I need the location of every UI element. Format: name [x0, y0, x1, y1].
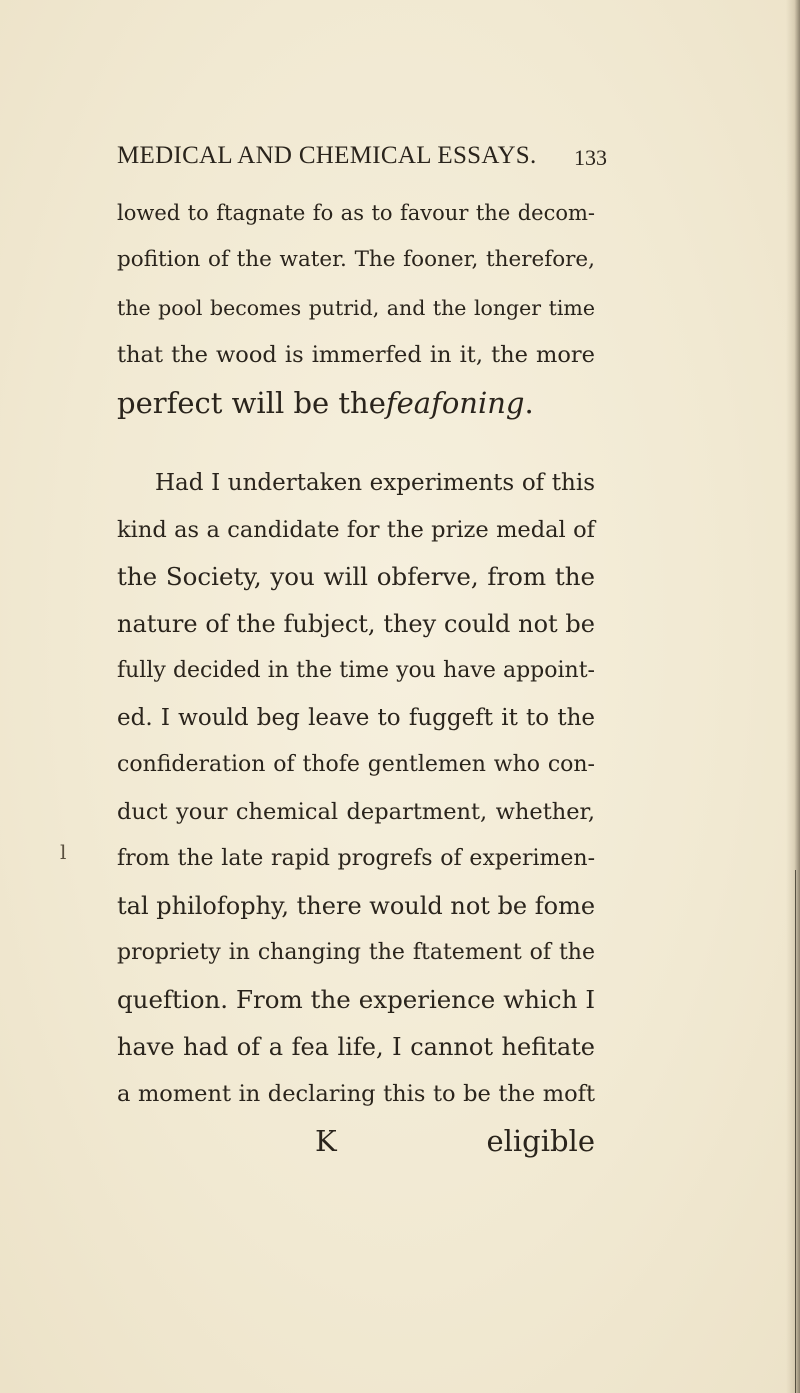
text-line: ed. I would beg leave to fuggeft it to the [117, 705, 595, 731]
text-line: Had I undertaken experiments of this [155, 470, 595, 496]
text-line: confideration of thofe gentlemen who con- [117, 752, 595, 777]
page-footer [117, 1121, 595, 1161]
text-line: from the late rapid progrefs of experimen- [117, 846, 595, 871]
signature-mark: K [315, 1124, 337, 1158]
text-line: nature of the fubject, they could not be [117, 610, 595, 638]
text-line: pofition of the water. The fooner, therefore, [117, 247, 595, 272]
margin-mark: l [60, 840, 67, 864]
italic-word: feafoning [385, 386, 525, 420]
catchword: eligible [486, 1124, 595, 1158]
text-line: duct your chemical department, whether, [117, 799, 595, 825]
text-line: that the wood is immerfed in it, the more [117, 342, 595, 368]
text-line: lowed to ftagnate fo as to favour the decom- [117, 201, 595, 225]
text-line: the pool becomes putrid, and the longer time [117, 296, 595, 320]
text-line-last [117, 383, 595, 423]
page-edge-shadow [786, 0, 800, 1393]
text-line: kind as a candidate for the prize medal of [117, 517, 595, 543]
text-line: a moment in declaring this to be the moft [117, 1081, 595, 1107]
running-head: MEDICAL AND CHEMICAL ESSAYS. [117, 142, 537, 169]
page-header [117, 142, 607, 178]
text-span: . [524, 386, 534, 420]
text-span: perfect will be the [117, 386, 386, 420]
text-line: propriety in changing the ftatement of the [117, 940, 595, 965]
page-number: 133 [574, 145, 607, 170]
text-line: the Society, you will obferve, from the [117, 562, 595, 591]
text-line: have had of a fea life, I cannot hefitate [117, 1033, 595, 1061]
text-line: queftion. From the experience which I [117, 985, 595, 1014]
text-line: fully decided in the time you have appoint- [117, 658, 595, 683]
page-edge-line [795, 870, 796, 1393]
text-line: tal philofophy, there would not be fome [117, 892, 596, 920]
